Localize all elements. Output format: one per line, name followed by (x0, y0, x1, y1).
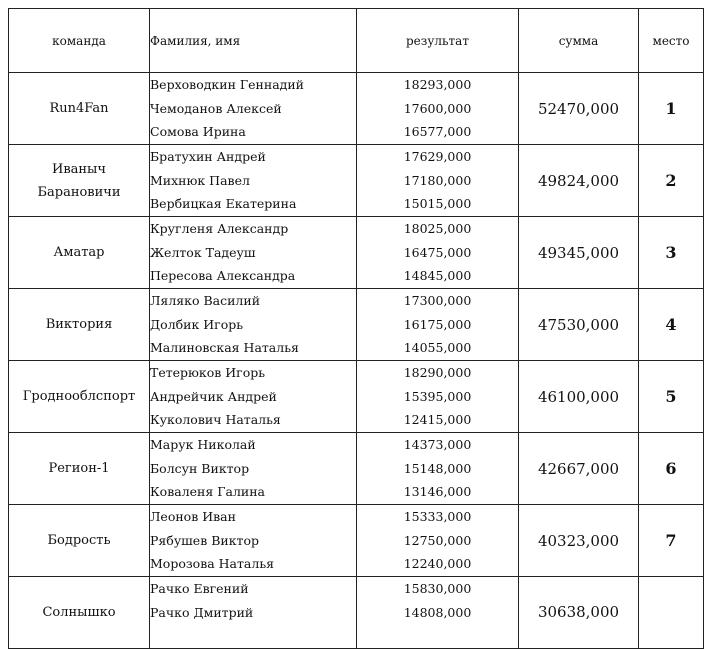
member-results-cell (357, 289, 519, 361)
member-result: 14373,000 (403, 437, 472, 453)
team-sum: 52470,000 (519, 73, 639, 145)
member-name: Куколович Наталья (150, 412, 281, 428)
member-result: 18293,000 (403, 77, 472, 93)
team-name: Run4Fan (49, 101, 109, 116)
member-result: 18290,000 (403, 365, 472, 381)
member-name: Пересова Александра (150, 268, 296, 284)
team-name-cell (9, 217, 150, 289)
team-name-cell (9, 145, 150, 217)
team-place: 2 (639, 145, 704, 217)
team-name-cell (9, 505, 150, 577)
member-names-cell (150, 433, 357, 505)
team-row (9, 217, 704, 289)
team-name: Барановичи (37, 184, 121, 200)
member-names-cell (150, 505, 357, 577)
member-result: 16175,000 (403, 316, 472, 332)
team-name: Виктория (45, 317, 113, 332)
member-name: Братухин Андрей (150, 149, 266, 165)
member-name: Долбик Игорь (150, 316, 244, 332)
member-name: Тетерюков Игорь (150, 365, 266, 381)
member-names-cell (150, 577, 357, 649)
member-result: 12415,000 (403, 412, 472, 428)
team-row (9, 505, 704, 577)
member-results-cell (357, 361, 519, 433)
team-place (639, 577, 704, 649)
team-place: 4 (639, 289, 704, 361)
member-result: 15395,000 (403, 388, 472, 404)
team-place: 3 (639, 217, 704, 289)
member-result: 16475,000 (403, 244, 472, 260)
member-name (150, 624, 356, 648)
member-results-cell (357, 73, 519, 145)
member-results-cell (357, 145, 519, 217)
team-sum: 47530,000 (519, 289, 639, 361)
member-name: Леонов Иван (150, 509, 236, 525)
member-names-cell (150, 145, 357, 217)
header-sum: сумма (519, 9, 639, 73)
member-name: Михнюк Павел (150, 172, 250, 188)
team-place: 6 (639, 433, 704, 505)
member-result: 15015,000 (403, 196, 472, 212)
team-name-cell (9, 433, 150, 505)
results-table (8, 8, 704, 649)
team-name: Аматар (53, 245, 105, 260)
member-result: 18025,000 (403, 221, 472, 237)
team-name-cell (9, 73, 150, 145)
member-name: Ляляко Василий (150, 293, 261, 309)
team-name: Солнышко (42, 604, 116, 620)
member-name: Рачко Евгений (150, 581, 249, 596)
team-row (9, 73, 704, 145)
member-results-cell (357, 217, 519, 289)
member-name: Коваленя Галина (150, 484, 266, 500)
member-name: Желток Тадеуш (150, 244, 256, 260)
member-result: 14055,000 (403, 340, 472, 356)
member-name: Сомова Ирина (150, 124, 246, 140)
member-name: Кругленя Александр (150, 221, 289, 237)
member-name: Болсун Виктор (150, 460, 250, 476)
member-name: Верховодкин Геннадий (150, 77, 305, 93)
member-result: 15148,000 (403, 460, 472, 476)
team-row (9, 577, 704, 649)
member-result: 17629,000 (403, 149, 472, 165)
member-names-cell (150, 217, 357, 289)
member-results-cell (357, 577, 519, 649)
team-sum: 46100,000 (519, 361, 639, 433)
header-team: команда (9, 9, 150, 73)
member-result: 13146,000 (403, 484, 472, 500)
member-name: Рябушев Виктор (150, 532, 259, 548)
member-name: Андрейчик Андрей (150, 388, 277, 404)
header-place: место (639, 9, 704, 73)
member-result: 16577,000 (403, 124, 472, 140)
table-body (9, 73, 704, 649)
member-result: 17300,000 (403, 293, 472, 309)
member-results-cell (357, 505, 519, 577)
member-name: Рачко Дмитрий (150, 604, 254, 620)
team-name-cell (9, 361, 150, 433)
member-name: Чемоданов Алексей (150, 100, 282, 116)
team-row (9, 145, 704, 217)
member-result: 15333,000 (403, 509, 472, 525)
header-row (9, 9, 704, 73)
member-names-cell (150, 361, 357, 433)
team-place: 5 (639, 361, 704, 433)
team-name: Иваныч (51, 161, 106, 177)
member-result: 14808,000 (403, 604, 472, 620)
member-names-cell (150, 73, 357, 145)
team-name-cell (9, 289, 150, 361)
member-result (357, 624, 518, 648)
team-row (9, 289, 704, 361)
member-result: 12750,000 (403, 532, 472, 548)
team-sum: 30638,000 (519, 577, 639, 649)
member-results-cell (357, 433, 519, 505)
member-result: 15830,000 (403, 581, 472, 596)
team-sum: 49824,000 (519, 145, 639, 217)
member-result: 17600,000 (403, 100, 472, 116)
member-name: Вербицкая Екатерина (150, 196, 297, 212)
member-name: Марук Николай (150, 437, 256, 453)
team-row (9, 433, 704, 505)
team-name: Бодрость (47, 533, 111, 548)
team-row (9, 361, 704, 433)
team-place: 1 (639, 73, 704, 145)
team-name-cell (9, 577, 150, 649)
member-result: 14845,000 (403, 268, 472, 284)
team-name: Гроднооблспорт (22, 389, 136, 404)
member-names-cell (150, 289, 357, 361)
team-name: Регион-1 (48, 461, 110, 476)
team-sum: 42667,000 (519, 433, 639, 505)
member-name: Малиновская Наталья (150, 340, 299, 356)
member-name: Морозова Наталья (150, 556, 275, 572)
team-place: 7 (639, 505, 704, 577)
team-sum: 49345,000 (519, 217, 639, 289)
team-sum: 40323,000 (519, 505, 639, 577)
header-name: Фамилия, имя (150, 9, 357, 73)
header-result: результат (357, 9, 519, 73)
member-result: 17180,000 (403, 172, 472, 188)
member-result: 12240,000 (403, 556, 472, 572)
